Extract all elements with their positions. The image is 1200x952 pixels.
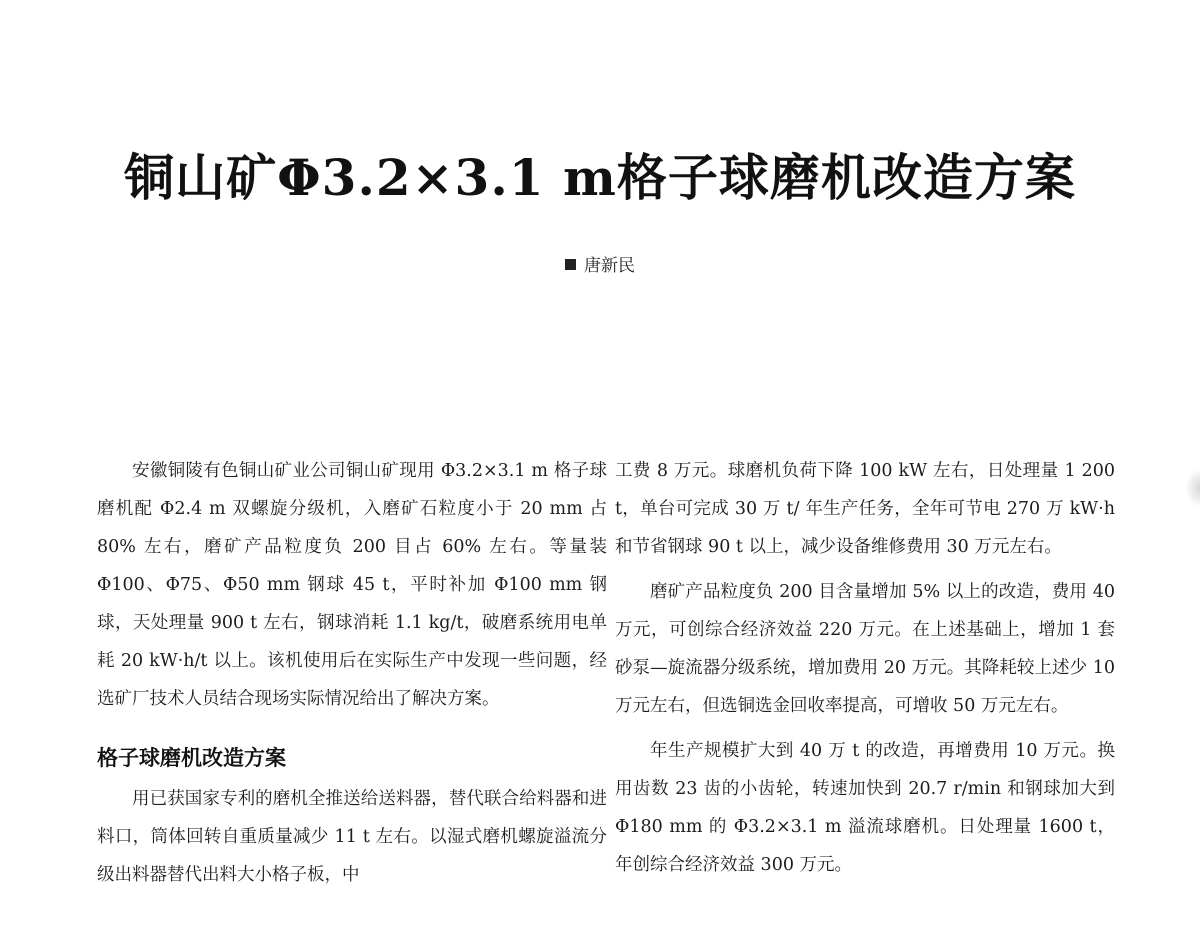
right-column <box>615 452 1115 884</box>
section-heading: 格子球磨机改造方案 <box>97 745 286 770</box>
paragraph-fineness-upgrade: 磨矿产品粒度负 200 目含量增加 5% 以上的改造，费用 40 万元，可创综合经济效益 220 万元。在上述基础上，增加 1 套砂泵—旋流器分级系统，增加费用 20 万元。其降耗较上述少 10 万元左右，但选铜选金回收率提高，可增收 50 万元左右。 <box>615 582 1115 716</box>
left-column <box>97 452 607 894</box>
paragraph-capacity-expansion: 年生产规模扩大到 40 万 t 的改造，再增费用 10 万元。换用齿数 23 齿的小齿轮，转速加快到 20.7 r/min 和钢球加大到 Φ180 mm 的 Φ3.2×3.1 m 溢流球磨机。日处理量 1600 t，年创综合经济效益 300 万元。 <box>615 741 1115 875</box>
square-bullet-icon <box>565 259 576 270</box>
author-name: 唐新民 <box>584 256 635 276</box>
author-line <box>0 254 1200 278</box>
continued-paragraph: 工费 8 万元。球磨机负荷下降 100 kW 左右，日处理量 1 200 t，单台可完成 30 万 t/ 年生产任务，全年可节电 270 万 kW·h 和节省钢球 90 t 以上，减少设备维修费用 30 万元左右。 <box>615 461 1115 557</box>
intro-paragraph: 安徽铜陵有色铜山矿业公司铜山矿现用 Φ3.2×3.1 m 格子球磨机配 Φ2.4 m 双螺旋分级机，入磨矿石粒度小于 20 mm 占 80% 左右，磨矿产品粒度负 200 目占 60% 左右。等量装 Φ100、Φ75、Φ50 mm 钢球 45 t，平时补加 Φ100 mm 钢球，天处理量 900 t 左右，钢球消耗 1.1 kg/t，破磨系统用电单耗 20 kW·h/t 以上。该机使用后在实际生产中发现一些问题，经选矿厂技术人员结合现场实际情况给出了解决方案。 <box>97 461 607 709</box>
article-title: 铜山矿Φ3.2×3.1 m格子球磨机改造方案 <box>124 148 1076 207</box>
scan-edge-mark <box>1186 470 1200 506</box>
section-paragraph: 用已获国家专利的磨机全推送给送料器，替代联合给料器和进料口，筒体回转自重质量减少 11 t 左右。以湿式磨机螺旋溢流分级出料器替代出料大小格子板，中 <box>97 789 607 885</box>
